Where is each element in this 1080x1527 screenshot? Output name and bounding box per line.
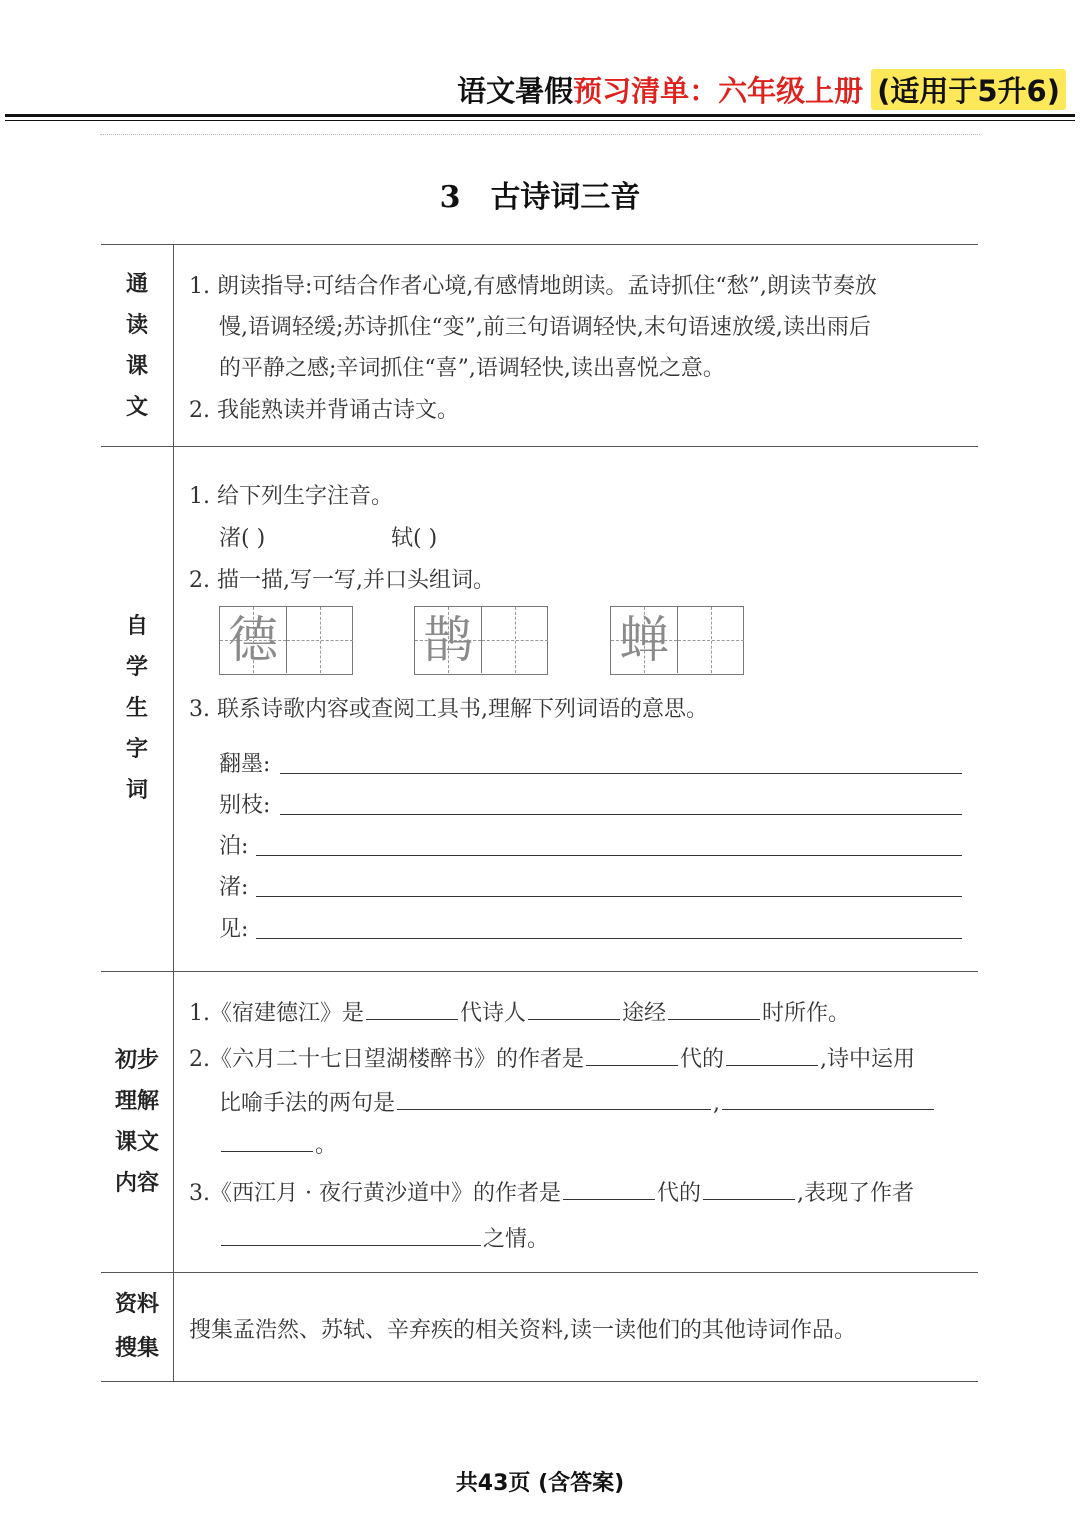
vocab-answer-line-4[interactable] <box>256 896 962 897</box>
vocab-answer-line-3[interactable] <box>256 855 962 856</box>
write-cell[interactable] <box>678 607 744 673</box>
section-label-cell <box>101 446 174 971</box>
q1-text-c: 途经 <box>622 1001 667 1026</box>
q3-blank-1[interactable] <box>563 1198 655 1200</box>
section-label <box>115 1040 159 1204</box>
q2-blank-3[interactable] <box>397 1108 711 1110</box>
label-char: 读 <box>125 312 148 338</box>
question-1 <box>189 996 850 1027</box>
recite-item: 2. 我能熟读并背诵古诗文。 <box>189 398 459 423</box>
q3-text-b: 代的 <box>656 1181 701 1206</box>
vocab-word-2: 别枝: <box>219 793 271 818</box>
q2-blank-1[interactable] <box>586 1064 678 1066</box>
section-content <box>189 1273 962 1381</box>
label-char: 资料 <box>114 1292 159 1317</box>
trace-glyph: 蝉 <box>619 611 669 669</box>
header-title-part1: 语文暑假 <box>457 73 574 108</box>
vocab-answer-line-5[interactable] <box>256 938 962 939</box>
label-char: 文 <box>125 394 148 420</box>
q2-blank-2[interactable] <box>726 1064 818 1066</box>
pinyin-instruction: 1. 给下列生字注音。 <box>189 484 393 509</box>
section-self-study <box>101 446 978 972</box>
label-char: 学 <box>125 655 148 680</box>
q1-blank-2[interactable] <box>528 1018 620 1020</box>
section-label <box>126 606 148 811</box>
section-research <box>101 1273 978 1382</box>
question-2 <box>189 1042 915 1073</box>
vocab-word-3: 泊: <box>219 834 249 859</box>
label-char: 字 <box>125 737 148 762</box>
trace-glyph: 德 <box>228 611 278 669</box>
q2-text-b: 代的 <box>680 1047 725 1072</box>
pinyin-blank-2[interactable]: 轼( ) <box>391 526 438 551</box>
section-label-cell <box>101 972 174 1272</box>
question-3 <box>189 1176 914 1207</box>
label-char: 生 <box>125 696 148 721</box>
section-content <box>189 245 962 446</box>
page-header <box>457 68 1066 110</box>
trace-glyph: 鹊 <box>423 611 473 669</box>
section-label <box>126 264 148 428</box>
vocab-answer-line-2[interactable] <box>280 814 962 815</box>
label-char: 通 <box>125 271 148 297</box>
label-char: 词 <box>125 778 148 803</box>
q3-text-a: 3.《西江月 · 夜行黄沙道中》的作者是 <box>189 1181 561 1206</box>
question-2-cont <box>219 1086 936 1117</box>
trace-cell <box>220 607 287 673</box>
q2-blank-5[interactable] <box>221 1150 313 1152</box>
label-char: 理解 <box>114 1089 159 1114</box>
reading-guide-line3: 的平静之感;辛词抓住“喜”,语调轻快,读出喜悦之意。 <box>219 356 725 381</box>
header-grade-badge: (适用于5升6) <box>871 69 1066 110</box>
section-read-text <box>101 244 978 447</box>
header-rule-thin <box>5 120 1075 121</box>
section-understand <box>101 972 978 1273</box>
write-cell[interactable] <box>287 607 353 673</box>
q1-text-d: 时所作。 <box>762 1001 851 1026</box>
vocab-word-4: 渚: <box>219 875 249 900</box>
q1-text-a: 1.《宿建德江》是 <box>189 1001 364 1026</box>
label-char: 搜集 <box>114 1336 159 1361</box>
q1-blank-1[interactable] <box>366 1018 458 1020</box>
header-rule-dotted <box>100 134 980 135</box>
trace-cell <box>415 607 482 673</box>
reading-guide-line1: 1. 朗读指导:可结合作者心境,有感情地朗读。孟诗抓住“愁”,朗读节奏放 <box>189 274 877 299</box>
trace-instruction: 2. 描一描,写一写,并口头组词。 <box>189 568 495 593</box>
reading-guide-line2: 慢,语调轻缓;苏诗抓住“变”,前三句语调轻快,末句语速放缓,读出雨后 <box>219 315 871 340</box>
question-2-end <box>219 1128 337 1159</box>
q1-blank-3[interactable] <box>668 1018 760 1020</box>
write-cell[interactable] <box>482 607 548 673</box>
lesson-name: 古诗词三音 <box>490 180 641 215</box>
lesson-title <box>0 172 1080 216</box>
q3-blank-2[interactable] <box>703 1198 795 1200</box>
label-char: 初步 <box>114 1048 159 1073</box>
question-3-cont <box>219 1222 549 1253</box>
char-grid-3[interactable] <box>610 606 744 675</box>
q1-text-b: 代诗人 <box>460 1001 527 1026</box>
q2-text-d: 比喻手法的两句是 <box>219 1091 396 1116</box>
label-char: 课文 <box>114 1130 159 1155</box>
trace-cell <box>611 607 678 673</box>
q2-text-a: 2.《六月二十七日望湖楼醉书》的作者是 <box>189 1047 584 1072</box>
header-title-part2: 预习清单：六年级上册 <box>573 73 864 108</box>
q3-text-d: 之情。 <box>483 1227 550 1252</box>
label-char: 课 <box>125 353 148 379</box>
q3-text-c: ,表现了作者 <box>797 1181 914 1206</box>
section-content <box>189 446 962 971</box>
char-grid-2[interactable] <box>414 606 548 675</box>
vocab-word-5: 见: <box>219 917 249 942</box>
vocab-word-1: 翻墨: <box>219 752 271 777</box>
q3-blank-3[interactable] <box>221 1244 481 1246</box>
research-text: 搜集孟浩然、苏轼、辛弃疾的相关资料,读一读他们的其他诗词作品。 <box>189 1318 856 1343</box>
header-rule-thick <box>5 114 1075 117</box>
char-grid-1[interactable] <box>219 606 353 675</box>
vocab-answer-line-1[interactable] <box>280 773 962 774</box>
label-char: 自 <box>125 614 148 639</box>
section-content <box>189 972 962 1272</box>
lesson-number: 3 <box>439 180 461 215</box>
pinyin-blank-1[interactable]: 渚( ) <box>219 526 266 551</box>
q2-text-f: 。 <box>315 1133 338 1158</box>
section-label <box>115 1283 159 1371</box>
section-label-cell <box>101 1273 174 1381</box>
q2-blank-4[interactable] <box>722 1108 934 1110</box>
label-char: 内容 <box>114 1171 159 1196</box>
q2-text-e: , <box>713 1091 721 1116</box>
page-footer: 共43页 (含答案) <box>455 1471 625 1496</box>
q2-text-c: ,诗中运用 <box>820 1047 916 1072</box>
vocab-instruction: 3. 联系诗歌内容或查阅工具书,理解下列词语的意思。 <box>189 697 708 722</box>
section-label-cell <box>101 245 174 446</box>
